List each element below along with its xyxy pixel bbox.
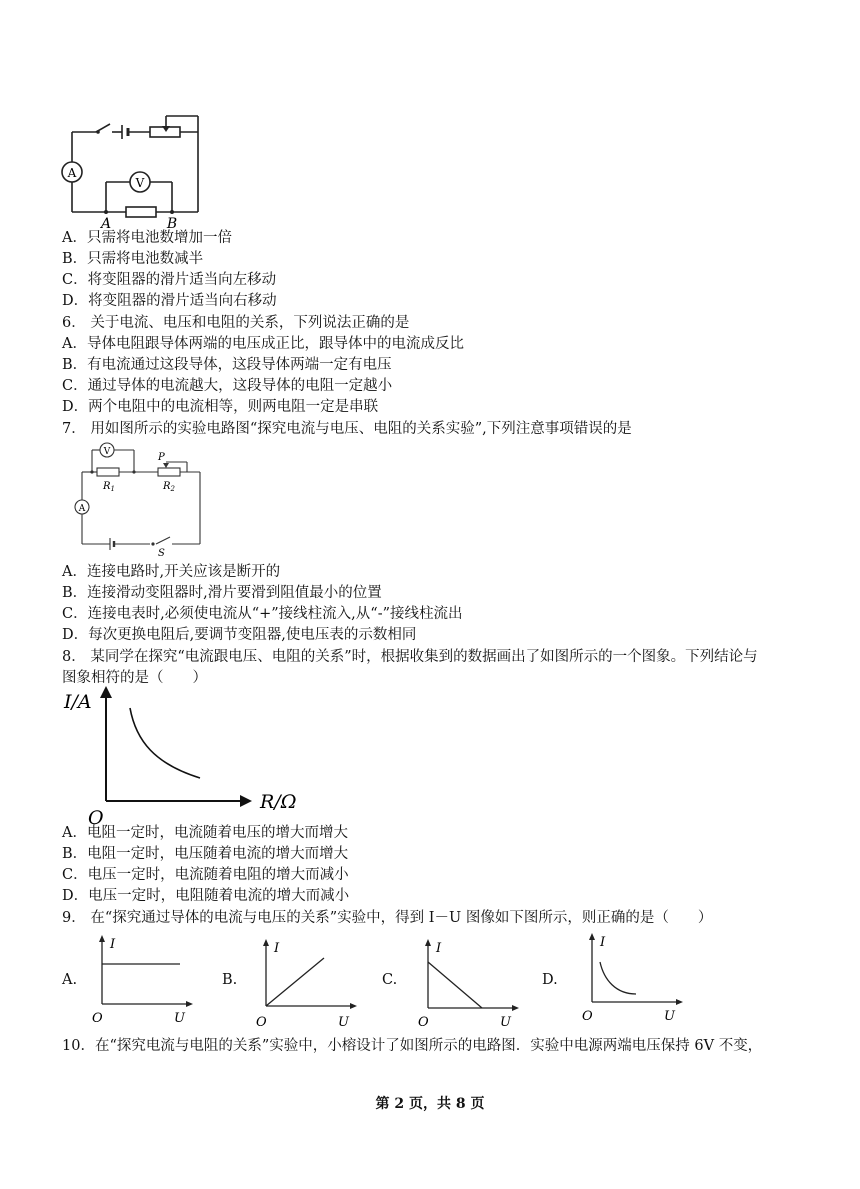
q7-stem: 7． 用如图所示的实验电路图“探究电流与电压、电阻的关系实验”,下列注意事项错误的是 <box>62 421 632 437</box>
q9-option-d-label: D. <box>542 972 558 988</box>
q8-option-d: D．电压一定时，电阻随着电流的增大而减小 <box>62 888 350 904</box>
q7-option-a: A．连接电路时,开关应该是断开的 <box>62 564 281 580</box>
q8-origin-label: O <box>88 807 104 826</box>
q10-stem: 10．在“探究电流与电阻的关系”实验中，小榕设计了如图所示的电路图．实验中电源两端电压保持 6V 不变， <box>62 1038 763 1054</box>
q8-graph <box>60 686 320 826</box>
q8-option-c: C．电压一定时，电流随着电阻的增大而减小 <box>62 867 349 883</box>
svg-text:I: I <box>436 941 442 956</box>
q7-option-d: D．每次更换电阻后,要调节变阻器,使电压表的示数相同 <box>62 627 417 643</box>
svg-text:O: O <box>256 1015 267 1028</box>
q9-option-d-graph <box>578 930 688 1022</box>
svg-text:U: U <box>664 1009 675 1022</box>
q7-voltmeter-symbol: V <box>103 447 111 457</box>
q9-option-b-label: B. <box>222 972 238 988</box>
q9-option-c-graph <box>414 936 524 1028</box>
q5-label-a: A <box>100 216 112 230</box>
q6-option-b: B．有电流通过这段导体，这段导体两端一定有电压 <box>62 357 392 373</box>
q8-option-a: A．电阻一定时，电流随着电压的增大而增大 <box>62 825 348 841</box>
q5-option-c: C．将变阻器的滑片适当向左移动 <box>62 272 277 288</box>
q8-x-axis-label: R/Ω <box>260 791 297 813</box>
q8-stem-line1: 8． 某同学在探究“电流跟电压、电阻的关系”时，根据收集到的数据画出了如图所示的一个图象。下列结论与 <box>62 649 758 665</box>
q9-option-b-graph <box>252 936 362 1028</box>
q7-slider-label: P <box>158 452 165 463</box>
q7-switch-label: S <box>158 548 165 558</box>
q6-stem: 6． 关于电流、电压和电阻的关系，下列说法正确的是 <box>62 315 410 331</box>
q6-option-c: C．通过导体的电流越大，这段导体的电阻一定越小 <box>62 378 393 394</box>
q9-option-c-label: C. <box>382 972 398 988</box>
page-footer: 第 2 页，共 8 页 <box>375 1096 485 1112</box>
q5-circuit-figure <box>58 112 208 230</box>
q9-option-a-label: A. <box>62 972 78 988</box>
svg-text:O: O <box>418 1015 429 1028</box>
q5-option-a: A．只需将电池数增加一倍 <box>62 230 232 246</box>
svg-text:O: O <box>582 1009 593 1022</box>
q8-option-b: B．电阻一定时，电压随着电流的增大而增大 <box>62 846 349 862</box>
q7-r2-label: $R_2$ <box>163 481 175 493</box>
q5-option-b: B．只需将电池数减半 <box>62 251 204 267</box>
q6-option-a: A．导体电阻跟导体两端的电压成正比，跟导体中的电流成反比 <box>62 336 464 352</box>
q9-stem: 9． 在“探究通过导体的电流与电压的关系”实验中，得到 I－U 图像如下图所示，则正确的是（ ） <box>62 910 713 926</box>
q8-stem-line2: 图象相符的是（ ） <box>62 670 207 686</box>
q5-label-b: B <box>166 216 178 230</box>
q7-option-b: B．连接滑动变阻器时,滑片要滑到阻值最小的位置 <box>62 585 382 601</box>
q9-option-a-graph <box>88 932 198 1024</box>
svg-text:U: U <box>174 1011 185 1024</box>
q8-y-axis-label: I/A <box>64 691 92 713</box>
svg-text:I: I <box>110 937 116 952</box>
q5-ammeter-symbol: A <box>67 166 77 180</box>
q7-option-c: C．连接电表时,必须使电流从“+”接线柱流入,从“-”接线柱流出 <box>62 606 463 622</box>
q7-r1-label: $R_1$ <box>103 481 115 493</box>
q5-option-d: D．将变阻器的滑片适当向右移动 <box>62 293 277 309</box>
svg-text:O: O <box>92 1011 103 1024</box>
q5-voltmeter-symbol: V <box>135 176 145 190</box>
q6-option-d: D．两个电阻中的电流相等，则两电阻一定是串联 <box>62 399 379 415</box>
svg-text:U: U <box>338 1015 349 1028</box>
q7-circuit-figure <box>72 440 212 558</box>
svg-text:I: I <box>600 935 606 950</box>
svg-text:U: U <box>500 1015 511 1028</box>
svg-text:I: I <box>274 941 280 956</box>
q7-ammeter-symbol: A <box>78 504 86 514</box>
